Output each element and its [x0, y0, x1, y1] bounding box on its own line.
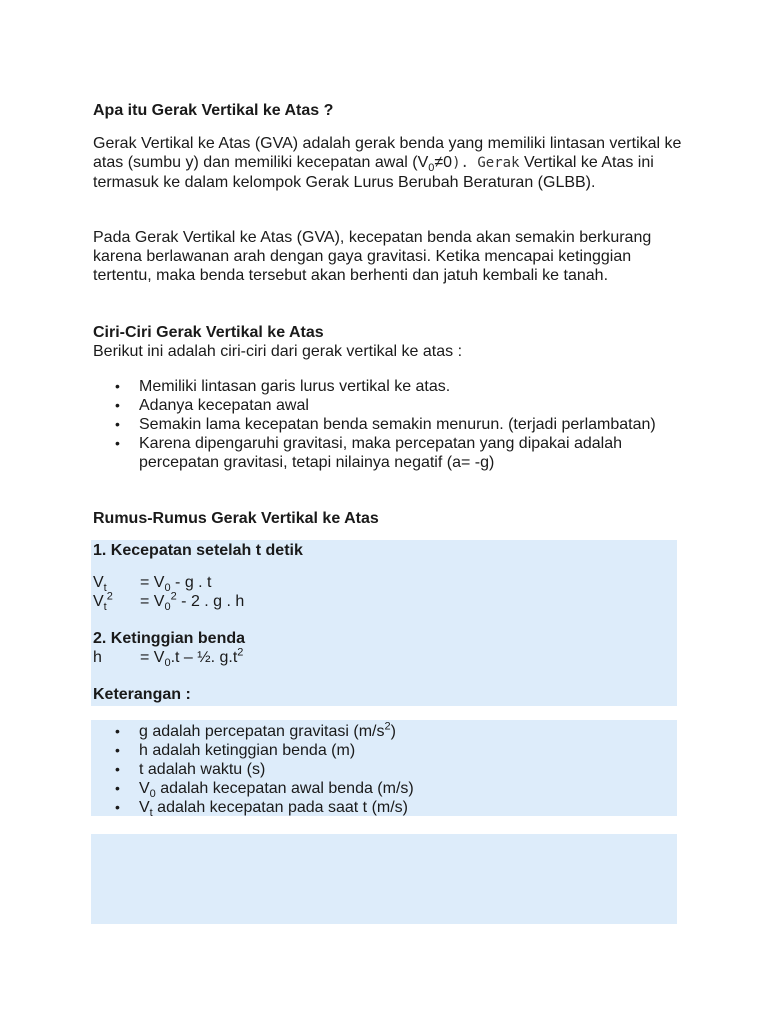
ket-vt-b: adalah kecepatan pada saat t (m/s) — [152, 799, 408, 816]
keterangan-list — [93, 720, 683, 820]
f2-rsub: 0 — [164, 601, 171, 614]
formula-h-right — [140, 646, 244, 670]
list-item: • Memiliki lintasan garis lurus vertikal ke atas. — [93, 377, 683, 396]
formula-vt-right — [140, 573, 212, 595]
heading-rumus: Rumus-Rumus Gerak Vertikal ke Atas — [93, 510, 379, 527]
f3-l: h — [93, 649, 102, 666]
heading-ciri: Ciri-Ciri Gerak Vertikal ke Atas — [93, 324, 324, 341]
f3-r1: = V — [140, 649, 165, 666]
list-item — [93, 722, 683, 741]
list-item — [93, 779, 683, 801]
p1-ne: ≠0 — [434, 154, 453, 171]
list-item: • h adalah ketinggian benda (m) — [93, 741, 683, 760]
f2-rsup: 2 — [170, 590, 177, 603]
paragraph-definition — [93, 134, 683, 192]
section-ketinggian-title: 2. Ketinggian benda — [93, 630, 246, 647]
formula-box — [91, 540, 677, 706]
f1-l: V — [93, 574, 104, 591]
p1-text: Gerak Vertikal ke Atas (GVA) adalah gerak benda yang memiliki lintasan vertikal ke atas (sumbu y) dan memiliki kecepatan awal (V — [93, 135, 682, 171]
f1-r1: = V — [140, 574, 165, 591]
ket-vt-a: V — [139, 799, 150, 816]
list-item: • Adanya kecepatan awal — [93, 396, 683, 415]
formula-vt-left — [93, 573, 140, 595]
formula-vt2-right — [140, 590, 245, 614]
ciri-intro: Berikut ini adalah ciri-ciri dari gerak vertikal ke atas : — [93, 343, 463, 360]
p1-sub: 0 — [428, 162, 435, 175]
f1-rsub: 0 — [164, 582, 171, 595]
f2-lsub: t — [103, 601, 107, 614]
f2-r1: = V — [140, 593, 165, 610]
empty-box — [91, 834, 677, 924]
formula-vt — [93, 573, 683, 595]
f3-rsub: 0 — [164, 657, 171, 670]
p1-mono: ). Gerak — [452, 155, 520, 171]
formula-h — [93, 646, 683, 670]
ket-g-a: g adalah percepatan gravitasi (m/s — [139, 723, 385, 740]
f2-l: V — [93, 593, 104, 610]
ket-g-sup: 2 — [384, 720, 391, 733]
list-item: • Karena dipengaruhi gravitasi, maka percepatan yang dipakai adalah percepatan gravitasi, tetapi nilainya negatif (a= -g) — [93, 434, 683, 472]
keterangan-title: Keterangan : — [93, 686, 191, 703]
section-kecepatan-title: 1. Kecepatan setelah t detik — [93, 542, 303, 559]
heading-gva: Apa itu Gerak Vertikal ke Atas ? — [93, 102, 334, 119]
ciri-list — [93, 377, 683, 472]
ket-v0-b: adalah kecepatan awal benda (m/s) — [155, 780, 414, 797]
formula-vt2 — [93, 590, 683, 614]
ket-g-b: ) — [390, 723, 396, 740]
list-item: • t adalah waktu (s) — [93, 760, 683, 779]
ket-v0-a: V — [139, 780, 150, 797]
p1-tail: Vertikal ke Atas ini termasuk ke dalam kelompok Gerak Lurus Berubah Beraturan (GLBB). — [93, 154, 654, 191]
f3-rsup: 2 — [237, 646, 244, 659]
list-item: • Semakin lama kecepatan benda semakin menurun. (terjadi perlambatan) — [93, 415, 683, 434]
f2-lsup: 2 — [106, 590, 113, 603]
f1-lsub: t — [103, 582, 107, 595]
f2-r2: - 2 . g . h — [176, 593, 245, 610]
f3-r2: .t – ½. g.t — [170, 649, 238, 666]
ket-v0-sub: 0 — [149, 788, 156, 801]
list-item — [93, 798, 683, 820]
formula-vt2-left — [93, 590, 140, 614]
paragraph-velocity: Pada Gerak Vertikal ke Atas (GVA), kecepatan benda akan semakin berkurang karena berlawanan arah dengan gaya gravitasi. Ketika mencapai ketinggian tertentu, maka benda tersebut akan berhenti dan jatuh kembali ke tanah. — [93, 229, 652, 284]
ket-vt-sub: t — [149, 807, 153, 820]
f1-r2: - g . t — [170, 574, 212, 591]
